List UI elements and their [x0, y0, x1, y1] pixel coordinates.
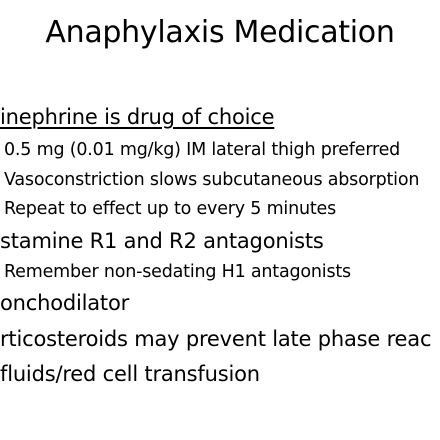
sub-bullet-dose: 0.5 mg (0.01 mg/kg) IM lateral thigh preferred [4, 140, 401, 160]
bullet-epinephrine: inephrine is drug of choice [0, 105, 275, 129]
bullet-antihistamine: stamine R1 and R2 antagonists [0, 229, 324, 253]
bullet-bronchodilator: onchodilator [0, 291, 130, 315]
sub-bullet-vasoconstriction: Vasoconstriction slows subcutaneous absorption [4, 170, 420, 190]
slide-title: Anaphylaxis Medication [45, 15, 395, 50]
sub-bullet-non-sedating: Remember non-sedating H1 antagonists [4, 262, 351, 282]
sub-bullet-repeat: Repeat to effect up to every 5 minutes [4, 199, 337, 219]
bullet-fluids: fluids/red cell transfusion [0, 362, 260, 386]
bullet-corticosteroids: rticosteroids may prevent late phase reac [0, 327, 432, 351]
